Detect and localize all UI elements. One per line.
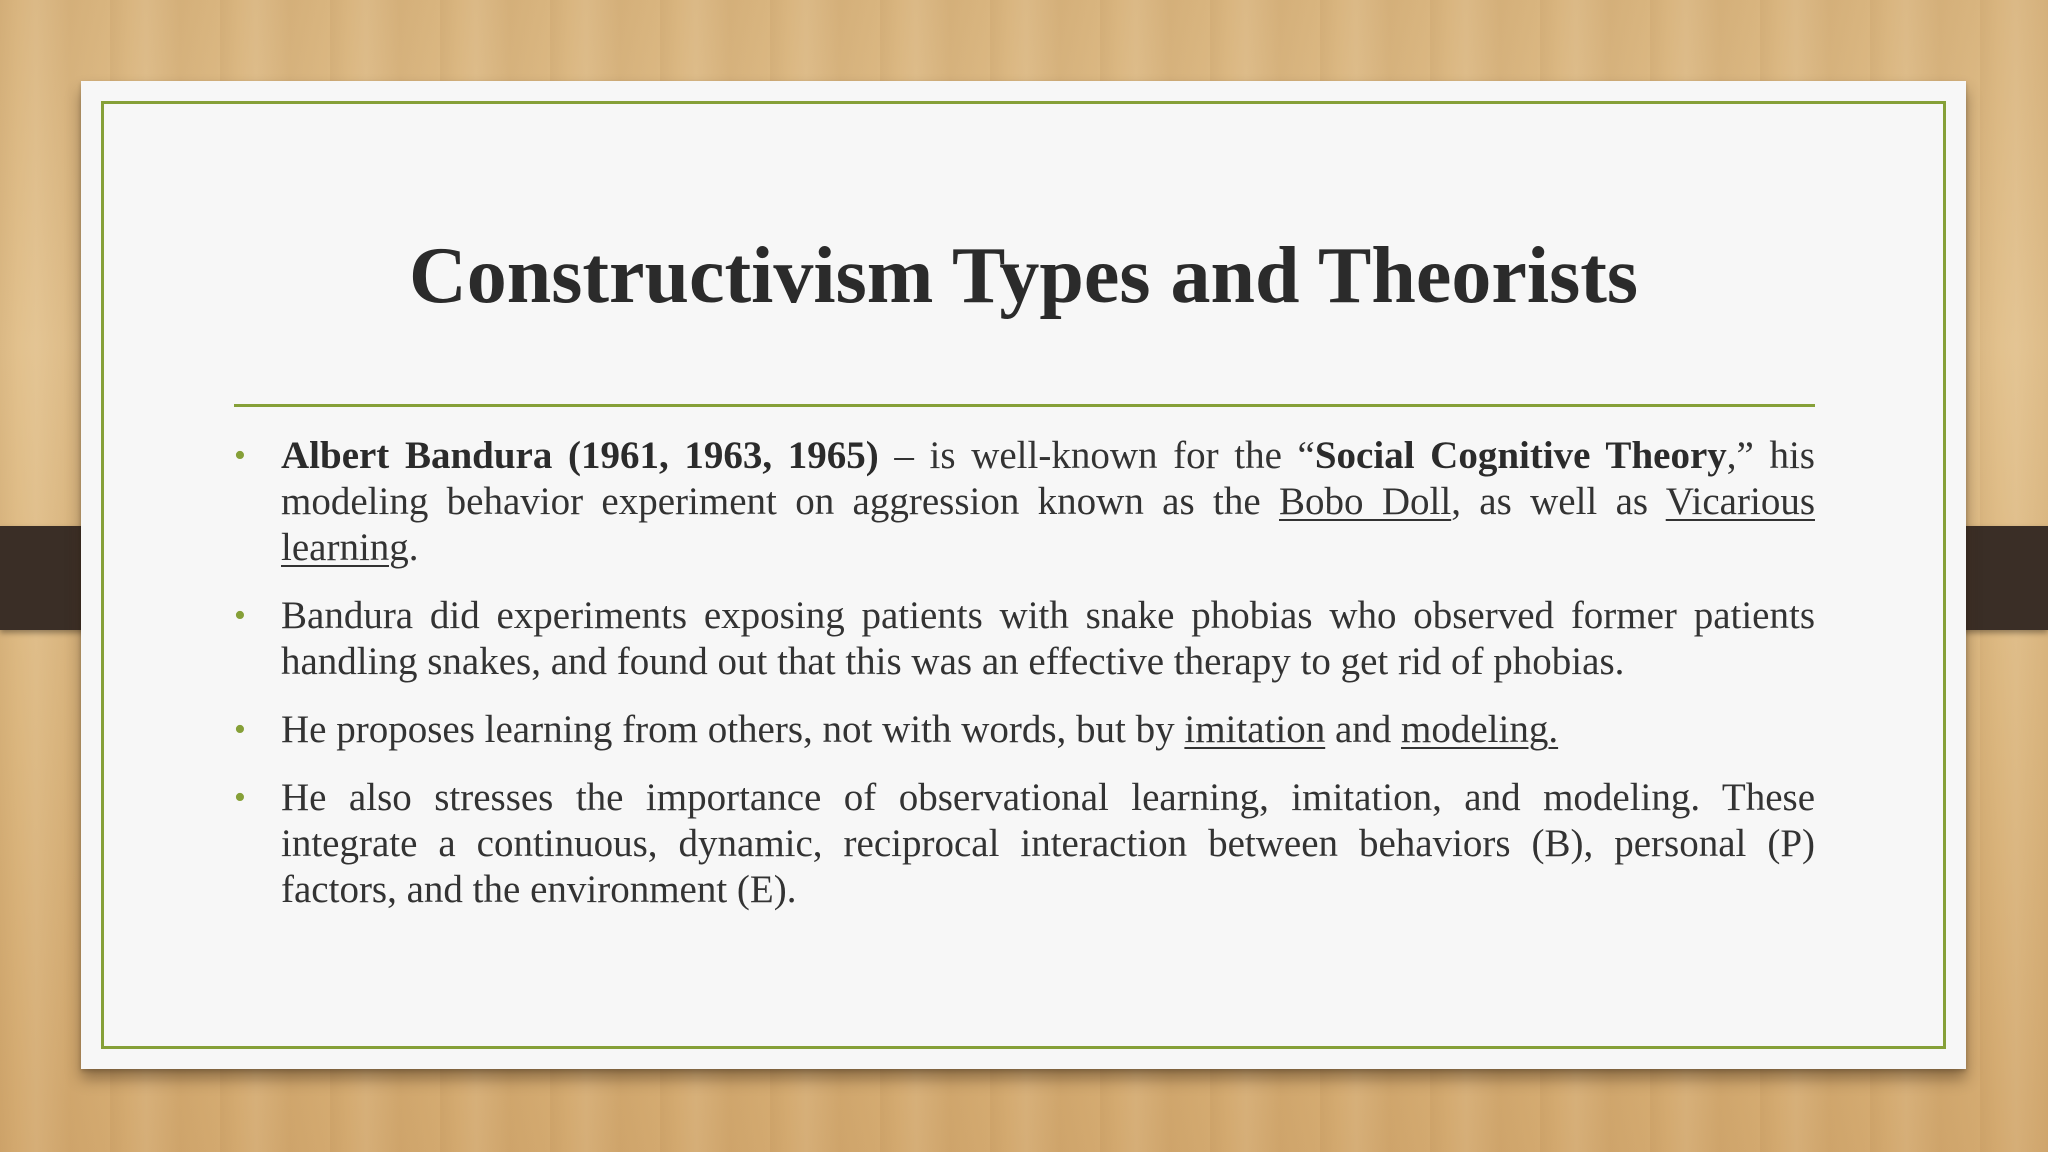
bullet-text: He also stresses the importance of observational learning, imitation, and modeling. These integrate a continuous, dynamic, reciprocal interaction between behaviors (B), personal (P) factors, and the environment (E). (281, 776, 1815, 911)
bullet-list (234, 433, 1815, 935)
theorist-name: Albert Bandura (1961, 1963, 1965) (281, 434, 879, 477)
bullet-item-learning-from-others (234, 707, 1815, 753)
title-divider (234, 404, 1815, 407)
bullet-text: He proposes learning from others, not with words, but by (281, 708, 1185, 751)
bullet-icon: • (234, 711, 246, 748)
bullet-icon: • (234, 597, 246, 634)
bullet-text: , as well as (1451, 480, 1666, 523)
bullet-text: Bandura did experiments exposing patients with snake phobias who observed former patients handling snakes, and found out that this was an effective therapy to get rid of phobias. (281, 594, 1815, 683)
bullet-item-observational-learning (234, 775, 1815, 913)
bullet-item-bandura-intro (234, 433, 1815, 571)
vicarious-learning-term: Vicarious learning (281, 480, 1815, 569)
bobo-doll-term: Bobo Doll (1279, 480, 1452, 523)
bullet-text: – is well-known for the “ (878, 434, 1315, 477)
imitation-term: imitation (1184, 708, 1326, 751)
bullet-icon: • (234, 779, 246, 816)
bullet-text: ,” his modeling behavior experiment on aggression known as the (281, 434, 1815, 523)
bullet-icon: • (234, 437, 246, 474)
slide-title: Constructivism Types and Theorists (408, 232, 1639, 320)
theory-name: Social Cognitive Theory (1314, 434, 1727, 477)
bullet-text: . (408, 526, 419, 569)
slide-card (81, 81, 1966, 1069)
bullet-text: and (1325, 708, 1402, 751)
bullet-item-snake-experiment (234, 593, 1815, 685)
modeling-term: modeling. (1401, 708, 1559, 751)
